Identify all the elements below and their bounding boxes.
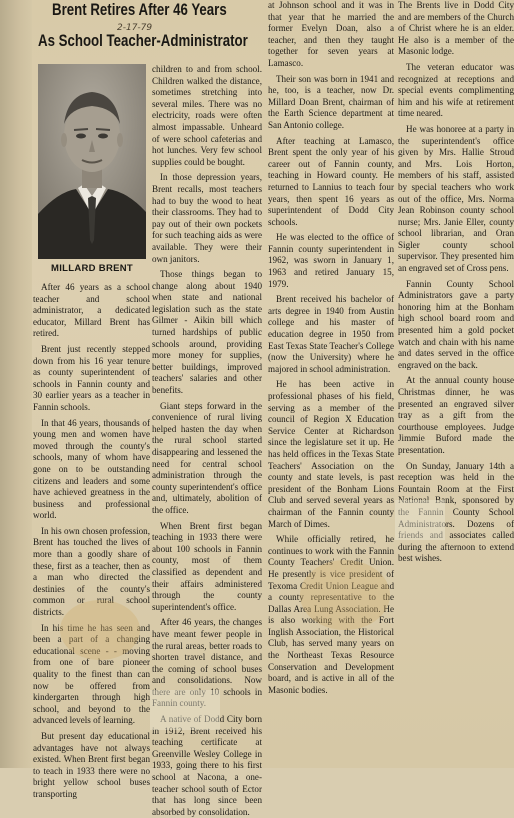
paragraph: At the annual county house Christmas dinner, he was presented an engraved silver tray as a gift from the courthouse employees. Judge Jimmie Buford made the presentation. <box>398 375 514 455</box>
paragraph: But present day educational advantages have not always existed. When Brent first began to teach in 1933 there were no bright yellow school buses transporting <box>33 730 150 799</box>
headline-line-2: As School Teacher-Administrator <box>38 31 248 50</box>
paragraph: The veteran educator was recognized at receptions and special events complimenting him and his wife at retirement time neared. <box>398 61 514 119</box>
article-column-4 <box>398 0 514 768</box>
paragraph: He was elected to the office of Fannin county superintendent in 1962, was sworn in January 1, 1963 and retired January 15, 1979. <box>268 232 394 289</box>
paragraph: A native of Dodd City born in 1912, Brent received his teaching certificate at Greenville Wesley College in 1933, going there to his first school at Nacona, a one-teacher school south of Ector that has long since been absorbed by consolidation. <box>152 714 262 817</box>
paragraph: In his own chosen profession, Brent has touched the lives of more than a goodly share of these, first as a teacher, then as a man who directed the destinies of the county's common or rural school districts. <box>33 525 150 618</box>
tape-mark <box>395 500 445 540</box>
paragraph: In his time he has seen and been a part of a changing educational scene - - moving from one of bare pioneer quality to the finest than can now be offered from kindergarten through high school, and beyond to the advanced levels of learning. <box>33 622 150 726</box>
paragraph: Those things began to change along about 1940 when state and national legislation such as the state Gilmer - Aikin bill which turned hardships of public schools around, providing more money for supplies, better buildings, improved teachers' salaries and other benefits. <box>152 269 262 396</box>
paper-stain <box>60 600 140 660</box>
paragraph: The Brents live in Dodd City and are members of the Church of Christ where he is an elder. He also is a member of the Masonic lodge. <box>398 0 514 57</box>
paragraph: Fannin County School Administrators gave a party honoring him at the Bonham high school board room and presented him a gold pocket watch and chain with his name and dates served in the office engraved on the back. <box>398 278 514 370</box>
paragraph: Their son was born in 1941 and he, too, is a teacher, now Dr. Millard Doan Brent, chairman of the Earth Science department at San Antonio college. <box>268 73 394 130</box>
paragraph: Brent just recently stepped down from his 16 year tenure as county superintendent of schools in Fannin county and 30 earlier years as a teacher in Fannin schools. <box>33 343 150 412</box>
paragraph: After 46 years, the changes have meant fewer people in the rural areas, better roads to shorten travel distance, and the coming of school buses and consolidations. Now there are only 10 schools in Fannin county. <box>152 617 262 709</box>
paragraph: On Sunday, January 14th a reception was held in the Fountain Room at the First National Bank, sponsored by the Fannin County School Administrators. Dozens of friends and associates called during the afternoon to extend best wishes. <box>398 460 514 564</box>
article-column-3 <box>268 0 394 768</box>
paragraph: After 46 years as a school teacher and school administrator, a dedicated educator, Millard Brent has retired. <box>33 282 150 339</box>
paragraph: When Brent first began teaching in 1933 there were about 100 schools in Fannin county, most of them classified as dependent and their affairs administered through the county superintendent's office. <box>152 520 262 612</box>
paper-stain <box>300 560 390 630</box>
clipping-backing-edge <box>0 0 32 768</box>
paragraph: Giant steps forward in the convenience of rural living helped hasten the day when the rural school started disappearing and lessened the need for central school administration through the county superintendent's office and, ultimately, abolition of the office. <box>152 400 262 515</box>
paragraph: In that 46 years, thousands of young men and women have moved through the county's schools, many of whom have gone on to be outstanding citizens and leaders and some have achieved greatness in the business and professional world. <box>33 417 150 521</box>
handwritten-date: 2-17-79 <box>117 23 153 33</box>
paragraph: In those depression years, Brent recalls, most teachers had to buy the wood to heat their classrooms. They had to pay out of their own pockets for such teaching aids as were available. They were their own janitors. <box>152 172 262 264</box>
tape-mark <box>150 690 220 730</box>
paragraph: children to and from school. Children walked the distance, sometimes stretching into several miles. There was no electricity, roads were often almost impassable. Unheard of were school cafeterias and hot lunches. Very few school supplies could be bought. <box>152 64 262 167</box>
paragraph: While officially retired, he continues to work with the Fannin County Teachers' Credit Union. He presently is vice president of Texoma Credit Union League and a county representative to the Dallas Area Lung Association. He is also working with the Fort Inglish Association, the Historical Club, has served many years on the Northeast Texas Resource Conservation and Development board, and is active in all of the Masonic bodies. <box>268 534 394 695</box>
photo-caption: MILLARD BRENT <box>51 263 134 274</box>
headline-line-1: Brent Retires After 46 Years <box>52 0 227 19</box>
paragraph: He has been active in professional phases of his field, serving as a member of the council of Region X Education Service Center at Richardson since the legislature set it up. He has held offices in the Texas State Teachers' Association on the county and state levels, is past president of the Bonham Lions Club and served several years as chairman of the Fannin county March of Dimes. <box>268 379 394 529</box>
paragraph: He was honoree at a party in the superintendent's office given by Mrs. Hallie Stroud and Mrs. Lois Horton, members of his staff, assisted by special teachers who work out of the office, Mrs. Norma Jean Robinson county school nurse; Mrs. Janie Eller, county school librarian, and Oran Sigler county school supervisor. They presented him an engraved set of Cross pens. <box>398 123 514 274</box>
article-column-2 <box>152 64 262 817</box>
paragraph: After teaching at Lamasco, Brent spent the only year of his career out of Fannin county, teaching in Howard county. He returned to Lannius to teach four years, then spent 16 years as superintendent of Dodd City schools. <box>268 135 394 227</box>
paragraph: Brent received his bachelor of arts degree in 1940 from Austin college and his master of education degree in 1950 from East Texas State Teacher's College (now the University) where he majored in school administration. <box>268 294 394 374</box>
paragraph: at Johnson school and it was in that year that he married the former Evelyn Doan, also a teacher, and then they taught together for seven years at Lamasco. <box>268 0 394 68</box>
